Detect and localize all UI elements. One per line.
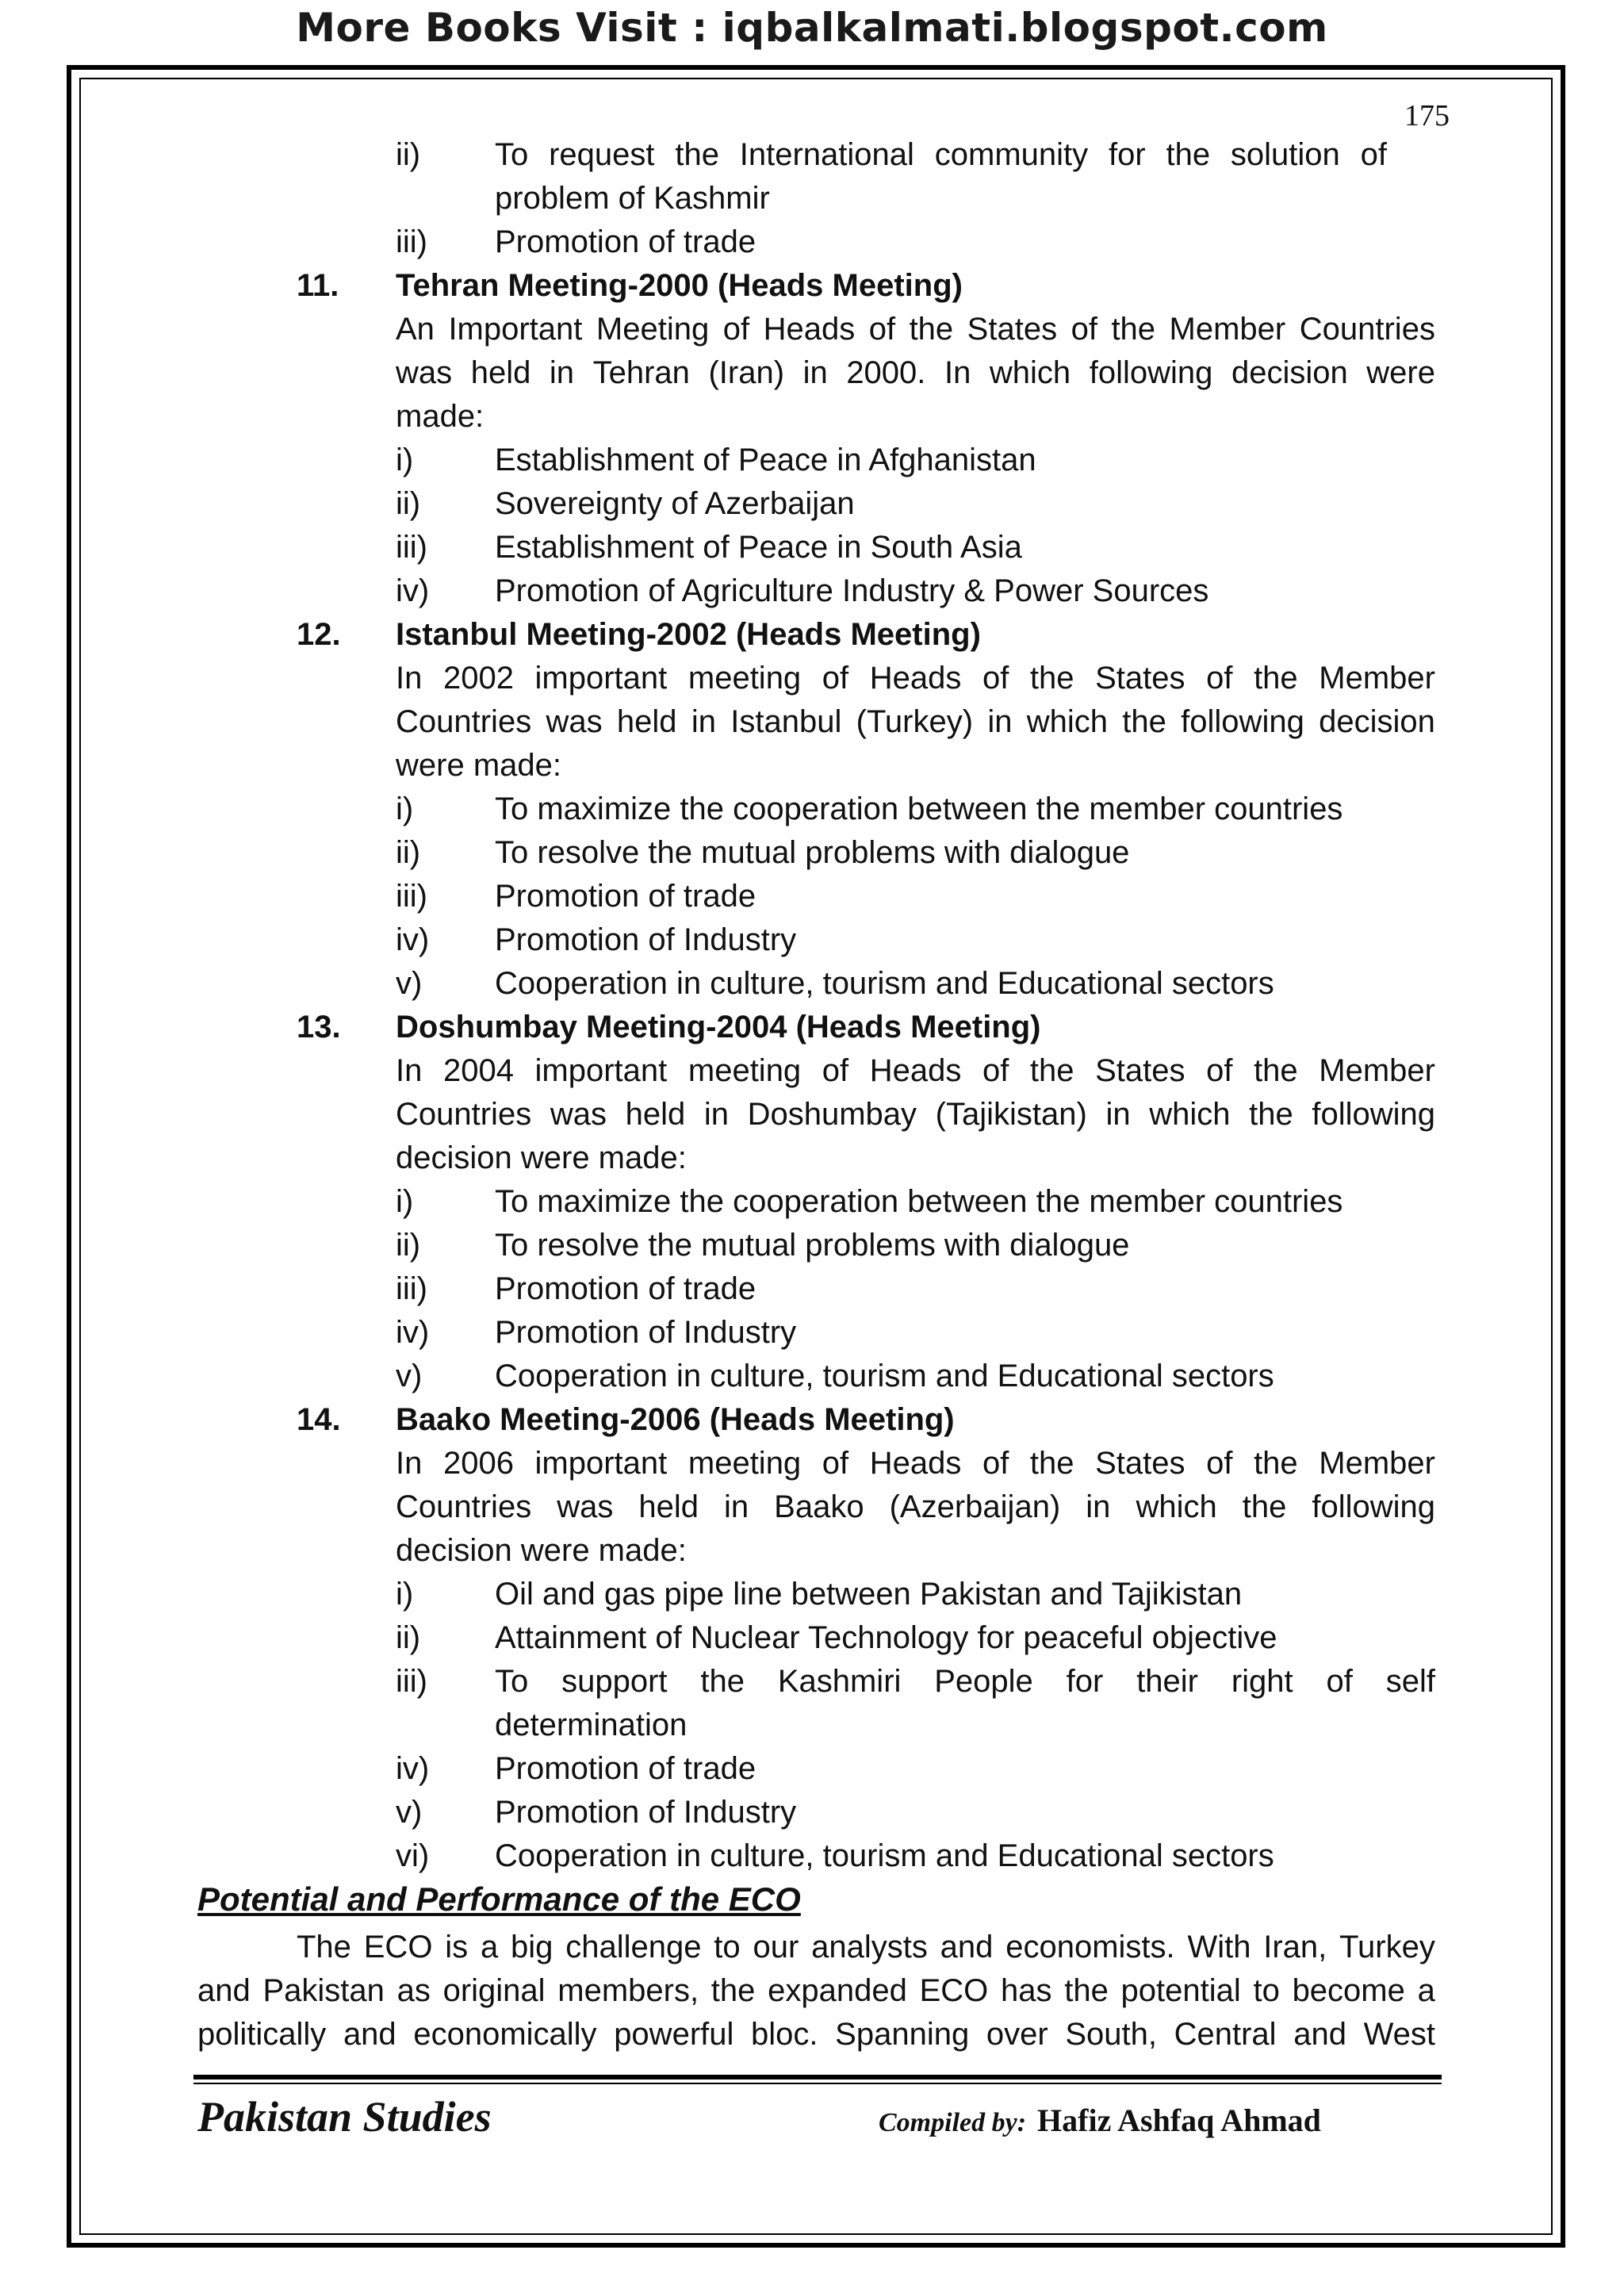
list-item-text: Sovereignty of Azerbaijan [495,486,855,521]
text-word: in [1105,1097,1131,1132]
text-word: The [297,1930,351,1964]
list-item-text: Establishment of Peace in South Asia [495,530,1022,565]
list-marker: iv) [396,573,430,608]
text-word: which [989,355,1071,390]
text-word: Turkey [1339,1930,1435,1964]
text-word: bloc. [751,2017,818,2052]
text-word: the [1242,1489,1287,1524]
text-word: of [1206,661,1233,696]
text-word: was [396,355,453,390]
text-word: held [625,1097,686,1132]
text-word: was [557,1489,614,1524]
text-word: a [480,1930,499,1964]
text-word: in [987,704,1013,739]
text-word: right [1231,1664,1293,1699]
text-word: which [1136,1489,1217,1524]
text-word: were [1366,355,1435,390]
text-word: the [1249,1097,1293,1132]
list-marker: i) [396,1577,414,1612]
text-word: following [1089,355,1213,390]
text-word: An [396,312,435,347]
list-item-text: Promotion of trade [495,879,756,914]
list-item-text: Promotion of trade [495,1271,756,1306]
text-word: ECO [363,1930,433,1964]
section-paragraph-line [197,1972,1435,2010]
text-word: important [534,1053,668,1088]
text-word: To [495,1664,529,1699]
text-word: in [691,704,716,739]
text-word: as [396,1973,431,2008]
text-word: Central [1174,2017,1277,2052]
meeting-title: Tehran Meeting-2000 (Heads Meeting) [396,268,963,303]
text-word: States [1095,1446,1185,1481]
meeting-title: Doshumbay Meeting-2004 (Heads Meeting) [396,1010,1041,1045]
section-paragraph-line [297,1928,1435,1966]
text-word: In [396,661,423,696]
list-marker: ii) [396,137,421,172]
text-word: for [1108,137,1146,172]
text-word: the [700,1664,745,1699]
text-word: important [534,661,668,696]
text-word: members, [557,1973,699,2008]
text-word: Heads [869,1053,962,1088]
site-banner: More Books Visit : iqbalkalmati.blogspot.com [296,5,1328,51]
text-word: the [1029,1446,1074,1481]
text-word: Meeting [596,312,710,347]
text-word: the [1111,312,1156,347]
text-word: Kashmiri [777,1664,902,1699]
text-word: important [534,1446,668,1481]
text-word: Member [1319,661,1435,696]
text-word: of [1206,1446,1233,1481]
text-word: Baako [774,1489,864,1524]
list-marker: iii) [396,1271,427,1306]
list-marker: ii) [396,1228,421,1263]
text-word: of [1206,1053,1233,1088]
list-item-text [495,1662,1435,1700]
list-marker: ii) [396,1620,421,1655]
meeting-paragraph-line: decision were made: [396,1140,687,1175]
text-word: in [1086,1489,1111,1524]
text-word: ECO [919,1973,989,2008]
meeting-paragraph-line [396,703,1435,741]
text-word: West [1363,2017,1435,2052]
text-word: the [1254,1446,1298,1481]
list-marker: ii) [396,835,421,870]
text-word: the [1166,137,1211,172]
text-word: In [396,1446,423,1481]
text-word: Member [1169,312,1286,347]
list-item-text: To maximize the cooperation between the member countries [495,1184,1343,1219]
meeting-number: 14. [297,1402,341,1437]
text-word: which [1026,704,1108,739]
text-word: of [982,1053,1009,1088]
list-item-text: Promotion of trade [495,224,756,259]
text-word: decision [1319,704,1435,739]
text-word: In [396,1053,423,1088]
text-word: to [1253,1973,1280,2008]
text-word: 2002 [442,661,514,696]
list-marker: v) [396,1359,423,1393]
text-word: Heads [763,312,856,347]
text-word: meeting [688,1446,802,1481]
text-word: in [802,355,828,390]
text-word: the [675,137,719,172]
text-word: meeting [688,1053,802,1088]
text-word: and [1293,2017,1346,2052]
text-word: which [1149,1097,1231,1132]
text-word: of [822,1053,849,1088]
text-word: Tehran [592,355,690,390]
text-word: and [197,1973,251,2008]
text-word: With [1187,1930,1251,1964]
list-item-text: Promotion of Industry [495,1795,797,1830]
meeting-number: 13. [297,1010,341,1045]
text-word: potential [1120,1973,1241,2008]
text-word: the [909,312,954,347]
text-word: of [822,1446,849,1481]
text-word: was [550,1097,607,1132]
text-word: is [445,1930,469,1964]
text-word: South, [1065,2017,1157,2052]
text-word: and [343,2017,396,2052]
text-word: Countries [396,1097,532,1132]
text-word: Heads [869,661,962,696]
text-word: the [1254,1053,1298,1088]
text-word: decision [1231,355,1348,390]
text-word: held [616,704,677,739]
text-word: the [1254,661,1298,696]
text-word: was [546,704,603,739]
compiled-by-label: Compiled by: [879,2108,1027,2137]
meeting-paragraph-line: decision were made: [396,1533,687,1568]
text-word: Member [1319,1446,1435,1481]
text-word: has [1000,1973,1052,2008]
list-marker: iv) [396,1315,430,1350]
text-word: People [934,1664,1033,1699]
text-word: Important [448,312,583,347]
text-word: challenge [565,1930,702,1964]
text-word: over [986,2017,1048,2052]
list-marker: iii) [396,530,427,565]
meeting-title: Istanbul Meeting-2002 (Heads Meeting) [396,617,981,652]
footer-rule [193,2075,1442,2079]
text-word: their [1136,1664,1198,1699]
text-word: (Azerbaijan) [889,1489,1061,1524]
text-word: a [1417,1973,1435,2008]
meeting-paragraph-line [396,354,1435,392]
text-word: of [1326,1664,1353,1699]
text-word: Iran, [1263,1930,1327,1964]
list-marker: v) [396,966,423,1001]
text-word: for [1066,1664,1104,1699]
list-marker: iii) [396,1664,427,1699]
text-word: the [1029,661,1074,696]
list-item-text: Establishment of Peace in Afghanistan [495,443,1036,477]
list-item-text: To maximize the cooperation between the member countries [495,792,1343,826]
meeting-title: Baako Meeting-2006 (Heads Meeting) [396,1402,955,1437]
text-word: the [1064,1973,1109,2008]
author-name: Hafiz Ashfaq Ahmad [1037,2102,1321,2138]
text-word: States [1095,1053,1185,1088]
section-heading: Potential and Performance of the ECO [197,1880,801,1918]
text-word: of [982,661,1009,696]
text-word: in [549,355,575,390]
text-word: of [982,1446,1009,1481]
text-word: Member [1319,1053,1435,1088]
text-word: and [940,1930,994,1964]
text-word: held [470,355,531,390]
list-item-text: Cooperation in culture, tourism and Educational sectors [495,1359,1274,1393]
meeting-paragraph-line [396,1095,1435,1133]
page-number: 175 [1404,99,1450,132]
text-word: meeting [688,661,802,696]
meeting-paragraph-line [396,659,1435,697]
list-marker: i) [396,792,414,826]
meeting-number: 12. [297,617,341,652]
list-item-text: To resolve the mutual problems with dialogue [495,1228,1130,1263]
text-word: solution [1230,137,1340,172]
list-item-text: Cooperation in culture, tourism and Educational sectors [495,966,1274,1001]
text-word: of [1360,137,1387,172]
text-word: Spanning [835,2017,970,2052]
text-word: economically [413,2017,597,2052]
book-title: Pakistan Studies [197,2093,492,2141]
text-word: economists. [1005,1930,1175,1964]
text-word: in [703,1097,729,1132]
list-item-text [495,136,1387,174]
meeting-paragraph-line: were made: [396,748,561,783]
list-marker: vi) [396,1838,430,1873]
list-marker: v) [396,1795,423,1830]
text-word: politically [197,2017,327,2052]
text-word: big [511,1930,553,1964]
meeting-paragraph-line [396,1052,1435,1090]
section-paragraph-line [197,2015,1435,2053]
text-word: Doshumbay [747,1097,917,1132]
text-word: the [710,1973,756,2008]
list-item-text: Promotion of Agriculture Industry & Power Sources [495,573,1209,608]
text-word: Countries [396,1489,532,1524]
meeting-paragraph-line [396,1488,1435,1526]
text-word: community [934,137,1089,172]
text-word: To [495,137,529,172]
text-word: self [1385,1664,1435,1699]
list-item-text: Oil and gas pipe line between Pakistan and Tajikistan [495,1577,1243,1612]
text-word: States [1095,661,1185,696]
text-word: of [822,661,849,696]
text-word: 2004 [442,1053,514,1088]
list-item-text: Promotion of trade [495,1751,756,1786]
list-item-text: Cooperation in culture, tourism and Educational sectors [495,1838,1274,1873]
text-word: request [549,137,655,172]
text-word: Countries [1299,312,1435,347]
text-word: our [753,1930,799,1964]
list-item-text: Attainment of Nuclear Technology for peaceful objective [495,1620,1277,1655]
meeting-paragraph-line [396,1444,1435,1482]
text-word: (Tajikistan) [935,1097,1087,1132]
list-marker: i) [396,1184,414,1219]
text-word: (Turkey) [856,704,974,739]
list-item-text: problem of Kashmir [495,181,770,216]
list-item-text: Promotion of Industry [495,1315,797,1350]
list-item-text: Promotion of Industry [495,922,797,957]
list-marker: iv) [396,922,430,957]
list-marker: iii) [396,224,427,259]
text-word: 2006 [442,1446,514,1481]
text-word: of [868,312,896,347]
footer-rule-thin [193,2083,1442,2084]
list-marker: i) [396,443,414,477]
meeting-paragraph-line [396,310,1435,348]
text-word: following [1312,1489,1435,1524]
text-word: In [944,355,971,390]
text-word: to [714,1930,741,1964]
text-word: Istanbul [730,704,842,739]
text-word: in [724,1489,749,1524]
list-marker: iv) [396,1751,430,1786]
text-word: States [967,312,1058,347]
text-word: Countries [396,704,532,739]
meeting-paragraph-line: made: [396,399,485,434]
list-item-text: To resolve the mutual problems with dialogue [495,835,1130,870]
text-word: become [1292,1973,1405,2008]
text-word: the [1122,704,1166,739]
text-word: powerful [614,2017,734,2052]
text-word: Pakistan [262,1973,385,2008]
text-word: 2000. [846,355,926,390]
text-word: International [739,137,914,172]
text-word: the [1029,1053,1074,1088]
text-word: expanded [768,1973,907,2008]
compiler-credit [879,2102,1321,2139]
list-marker: iii) [396,879,427,914]
text-word: of [1071,312,1097,347]
text-word: original [442,1973,546,2008]
text-word: following [1181,704,1304,739]
text-word: analysts [811,1930,928,1964]
list-item-text: determination [495,1708,688,1742]
text-word: of [722,312,750,347]
meeting-number: 11. [297,268,339,303]
text-word: support [561,1664,668,1699]
text-word: following [1312,1097,1435,1132]
text-word: (Iran) [708,355,785,390]
text-word: Heads [869,1446,962,1481]
text-word: held [638,1489,699,1524]
list-marker: ii) [396,486,421,521]
